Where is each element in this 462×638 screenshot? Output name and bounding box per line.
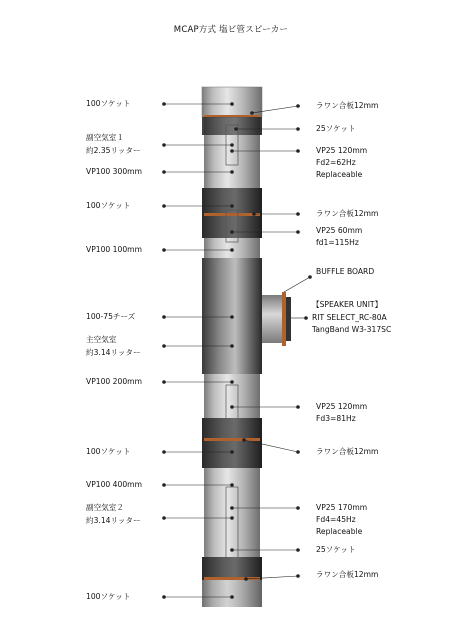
label-pipe-300: VP100 300mm xyxy=(86,167,142,176)
label-pipe-400: VP100 400mm xyxy=(86,480,142,489)
label-plywood-1: ラワン合板12mm xyxy=(316,101,379,110)
label-socket-3: 100ソケット xyxy=(86,447,131,456)
label-chamber2-vol: 約3.14リッター xyxy=(86,516,141,525)
label-unit-c: TangBand W3-317SC xyxy=(312,325,392,334)
label-duct4-a: VP25 170mm xyxy=(316,503,368,512)
label-unit-a: 【SPEAKER UNIT】 xyxy=(312,300,383,309)
label-pipe-100: VP100 100mm xyxy=(86,245,142,254)
label-duct2-b: fd1=115Hz xyxy=(316,238,359,247)
tee-branch xyxy=(262,295,284,343)
label-socket25-bottom: 25ソケット xyxy=(316,545,356,554)
page-title: MCAP方式 塩ビ管スピーカー xyxy=(173,25,289,35)
label-chamber2-name: 副空気室２ xyxy=(86,503,124,512)
label-socket25-top: 25ソケット xyxy=(316,124,356,133)
label-socket-top: 100ソケット xyxy=(86,99,131,108)
label-socket-2: 100ソケット xyxy=(86,201,131,210)
socket-3 xyxy=(202,418,262,468)
label-plywood-3: ラワン合板12mm xyxy=(316,447,379,456)
label-duct1-b: Fd2=62Hz xyxy=(316,158,356,167)
label-main-name: 主空気室 xyxy=(86,335,117,344)
label-duct1-a: VP25 120mm xyxy=(316,146,368,155)
label-plywood-4: ラワン合板12mm xyxy=(316,570,379,579)
speaker-unit xyxy=(286,297,291,341)
label-duct1-c: Replaceable xyxy=(316,170,363,179)
label-baffle: BUFFLE BOARD xyxy=(316,267,375,276)
plywood-2 xyxy=(204,213,260,216)
label-plywood-2: ラワン合板12mm xyxy=(316,209,379,218)
label-tee: 100-75チーズ xyxy=(86,312,136,321)
baffle-board xyxy=(282,292,286,346)
label-socket-bottom: 100ソケット xyxy=(86,592,131,601)
label-unit-b: RIT SELECT_RC-80A xyxy=(312,313,387,322)
label-chamber1-name: 副空気室１ xyxy=(86,133,124,142)
label-duct3-b: Fd3=81Hz xyxy=(316,414,356,423)
label-duct4-b: Fd4=45Hz xyxy=(316,515,356,524)
label-duct3-a: VP25 120mm xyxy=(316,402,368,411)
label-duct2-a: VP25 60mm xyxy=(316,226,363,235)
label-pipe-200: VP100 200mm xyxy=(86,377,142,386)
label-chamber1-vol: 約2.35リッター xyxy=(86,146,141,155)
plywood-3 xyxy=(204,438,260,441)
label-main-vol: 約3.14リッター xyxy=(86,348,141,357)
label-duct4-c: Replaceable xyxy=(316,527,363,536)
